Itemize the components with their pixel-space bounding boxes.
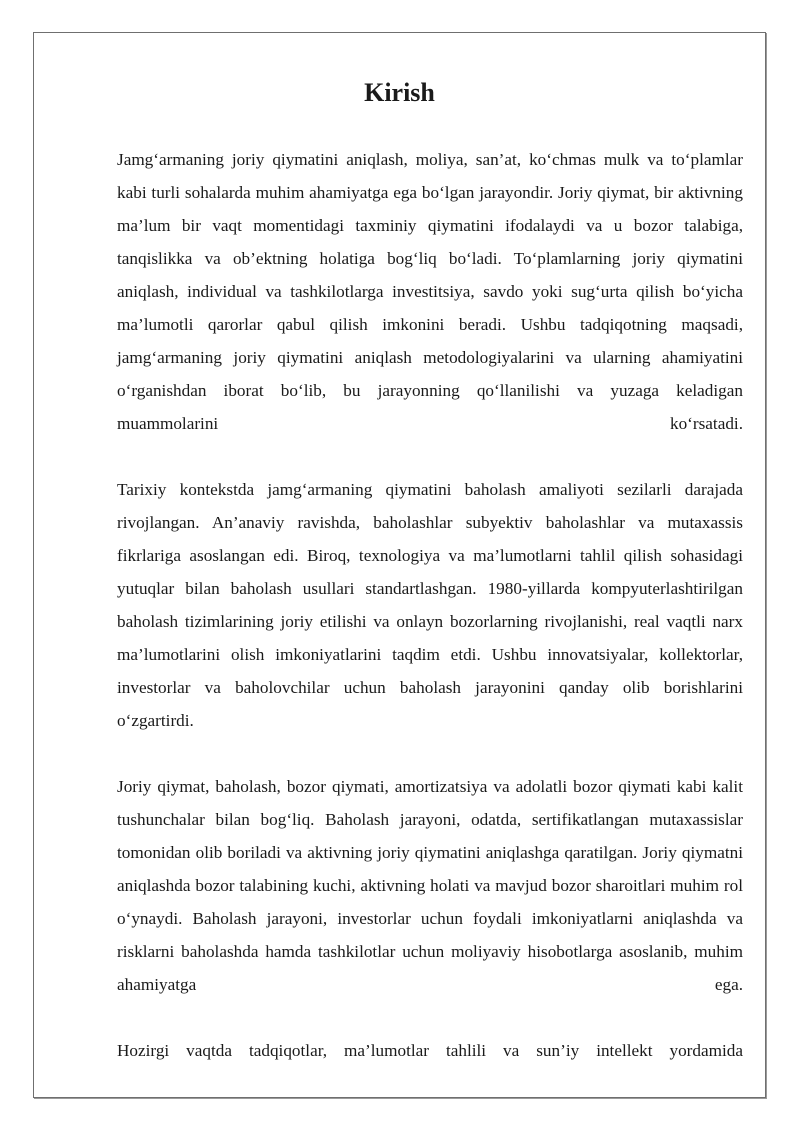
- paragraph-4: Hozirgi vaqtda tadqiqotlar, ma’lumotlar tahlili va sun’iy intellekt yordamida: [117, 1041, 743, 1060]
- paragraph-1: Jamg‘armaning joriy qiymatini aniqlash, moliya, san’at, ko‘chmas mulk va to‘plamlar kabi turli sohalarda muhim ahamiyatga ega bo‘lgan jarayondir. Joriy qiymat, bir aktivning ma’lum bir vaqt momentidagi taxminiy qiymatini ifodalaydi va u bozor talabiga, tanqislikka va ob’ektning holatiga bog‘liq bo‘ladi. To‘plamlarning joriy qiymatini aniqlash, individual va tashkilotlarga investitsiya, savdo yoki sug‘urta qilish bo‘yicha ma’lumotli qarorlar qabul qilish imkonini beradi. Ushbu tadqiqotning maqsadi, jamg‘armaning joriy qiymatini aniqlash metodologiyalarini va ularning ahamiyatini o‘rganishdan iborat bo‘lib, bu jarayonning qo‘llanilishi va yuzaga keladigan muammolarini ko‘rsatadi.: [117, 150, 743, 433]
- paragraph-2: Tarixiy kontekstda jamg‘armaning qiymatini baholash amaliyoti sezilarli darajada rivojlangan. An’anaviy ravishda, baholashlar subyektiv baholashlar va mutaxassis fikrlariga asoslangan edi. Biroq, texnologiya va ma’lumotlarni tahlil qilish sohasidagi yutuqlar bilan baholash usullari standartlashgan. 1980-yillarda kompyuterlashtirilgan baholash tizimlarining joriy etilishi va onlayn bozorlarning rivojlanishi, real vaqtli narx ma’lumotlarini olish imkoniyatlarini taqdim etdi. Ushbu innovatsiyalar, kollektorlar, investorlar va baholovchilar uchun baholash jarayonini qanday olib borishlarini o‘zgartirdi.: [117, 480, 743, 730]
- document-page: [33, 32, 766, 1098]
- document-body: [117, 143, 743, 1098]
- document-title: Kirish: [364, 78, 435, 107]
- paragraph-3: Joriy qiymat, baholash, bozor qiymati, amortizatsiya va adolatli bozor qiymati kabi kalit tushunchalar bilan bog‘liq. Baholash jarayoni, odatda, sertifikatlangan mutaxassislar tomonidan olib boriladi va aktivning joriy qiymatini aniqlashga qaratilgan. Joriy qiymatni aniqlashda bozor talabining kuchi, aktivning holati va mavjud bozor sharoitlari muhim rol o‘ynaydi. Baholash jarayoni, investorlar uchun foydali imkoniyatlarni aniqlashda va risklarni baholashda hamda tashkilotlar uchun moliyaviy hisobotlarga asoslanib, muhim ahamiyatga ega.: [117, 777, 743, 994]
